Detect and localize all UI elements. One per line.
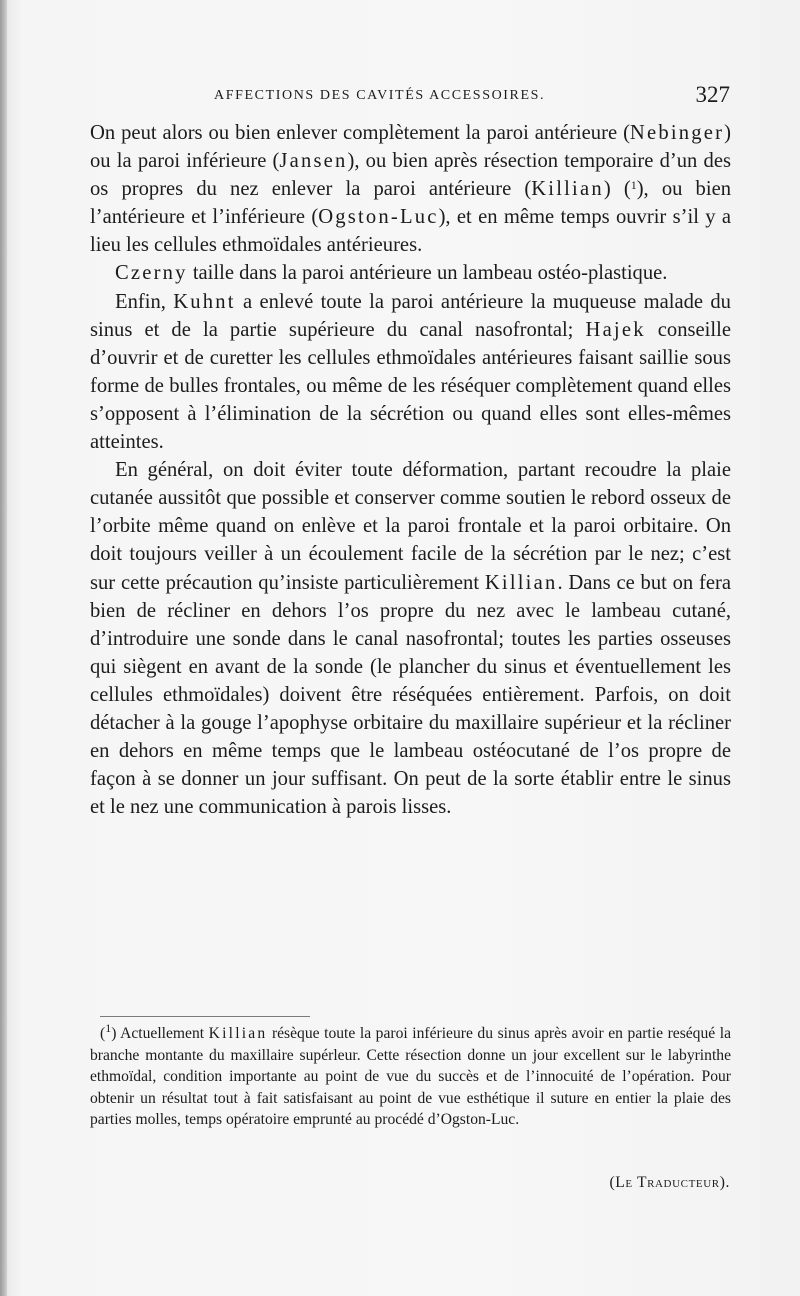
author-name: Czerny bbox=[115, 262, 188, 285]
paragraph-1: On peut alors ou bien enlever complètement la paroi antérieure (Nebinger) ou la paroi inférieure (Jansen), ou bien après résection temporaire d’un des os propres du nez enlever la paroi antérieure (Killian) ($^1$), ou bien l’antérieure et l’inférieure (Ogston-Luc), et en même temps ouvrir s’il y a lieu les cellules ethmoïdales antérieures. bbox=[90, 122, 732, 257]
footnote-ref: 1 bbox=[630, 178, 637, 193]
author-name: Kuhnt bbox=[173, 290, 236, 313]
author-name: Jansen bbox=[279, 150, 348, 173]
paragraph-3: Enfin, Kuhnt a enlevé toute la paroi antérieure la muqueuse malade du sinus et de la partie supérieure du canal nasofrontal; Hajek conseille d’ouvrir et de curetter les cellules ethmoïdales antérieures faisant saillie sous forme de bulles frontales, ou même de les réséquer complètement quand elles s’opposent à l’élimination de la sécrétion ou quand elles sont elles-mêmes atteintes. bbox=[90, 290, 731, 454]
footnote-marker: 1 bbox=[105, 1021, 112, 1035]
page-header bbox=[90, 80, 730, 110]
page-edge-shadow bbox=[0, 0, 7, 1296]
running-head: AFFECTIONS DES CAVITÉS ACCESSOIRES. bbox=[214, 88, 546, 103]
author-name: Nebinger bbox=[629, 122, 725, 144]
author-name: Ogston-Luc bbox=[318, 206, 439, 229]
footnote bbox=[90, 1023, 731, 1131]
translator-attribution: (Le Traducteur). bbox=[609, 1174, 730, 1191]
author-name: Killian bbox=[531, 178, 604, 201]
main-text bbox=[90, 119, 731, 821]
paragraph-4: En général, on doit éviter toute déformation, partant recoudre la plaie cutanée aussitôt que possible et conserver comme soutien le rebord osseux de l’orbite même quand on enlève et la paroi frontale et la paroi orbitaire. On doit toujours veiller à un écoulement facile de la sécrétion par le nez; c’est sur cette précaution qu’insiste particulièrement Killian. Dans ce but on fera bien de récliner en dehors l’os propre du nez avec le lambeau cutané, d’introduire une sonde dans le canal nasofrontal; toutes les parties osseuses qui siègent en avant de la sonde (le plancher du sinus et éventuellement les cellules ethmoïdales) doivent être réséquées entièrement. Parfois, on doit détacher à la gouge l’apophyse orbitaire du maxillaire supérieur et la récliner en dehors en même temps que le lambeau ostéocutané de l’os propre de façon à se donner un jour suffisant. On peut de la sorte établir entre le sinus et le nez une communication à parois lisses. bbox=[90, 459, 731, 819]
paragraph-2: Czerny taille dans la paroi antérieure un lambeau ostéo-plastique. bbox=[115, 262, 668, 285]
author-name: Killian bbox=[484, 571, 558, 594]
footnote-text: ($^1$) Actuellement Killian résèque toute la paroi inférieure du sinus après avoir en partie reséqué la branche montante du maxillaire supérleur. Cette résection donne un jour excellent sur le labyrinthe ethmoïdal, condition importante au point de vue du succès et de l’innocuité de l’opération. Pour obtenir un résultat tout à fait satisfaisant au point de vue esthétique il suture en entier la plaie des parties molles, temps opératoire emprunté au procédé d’Ogston-Luc. bbox=[90, 1021, 732, 1129]
author-name: Killian bbox=[208, 1025, 268, 1042]
author-name: Hajek bbox=[585, 318, 646, 341]
page-number: 327 bbox=[695, 82, 730, 107]
footnote-separator bbox=[100, 1016, 310, 1017]
